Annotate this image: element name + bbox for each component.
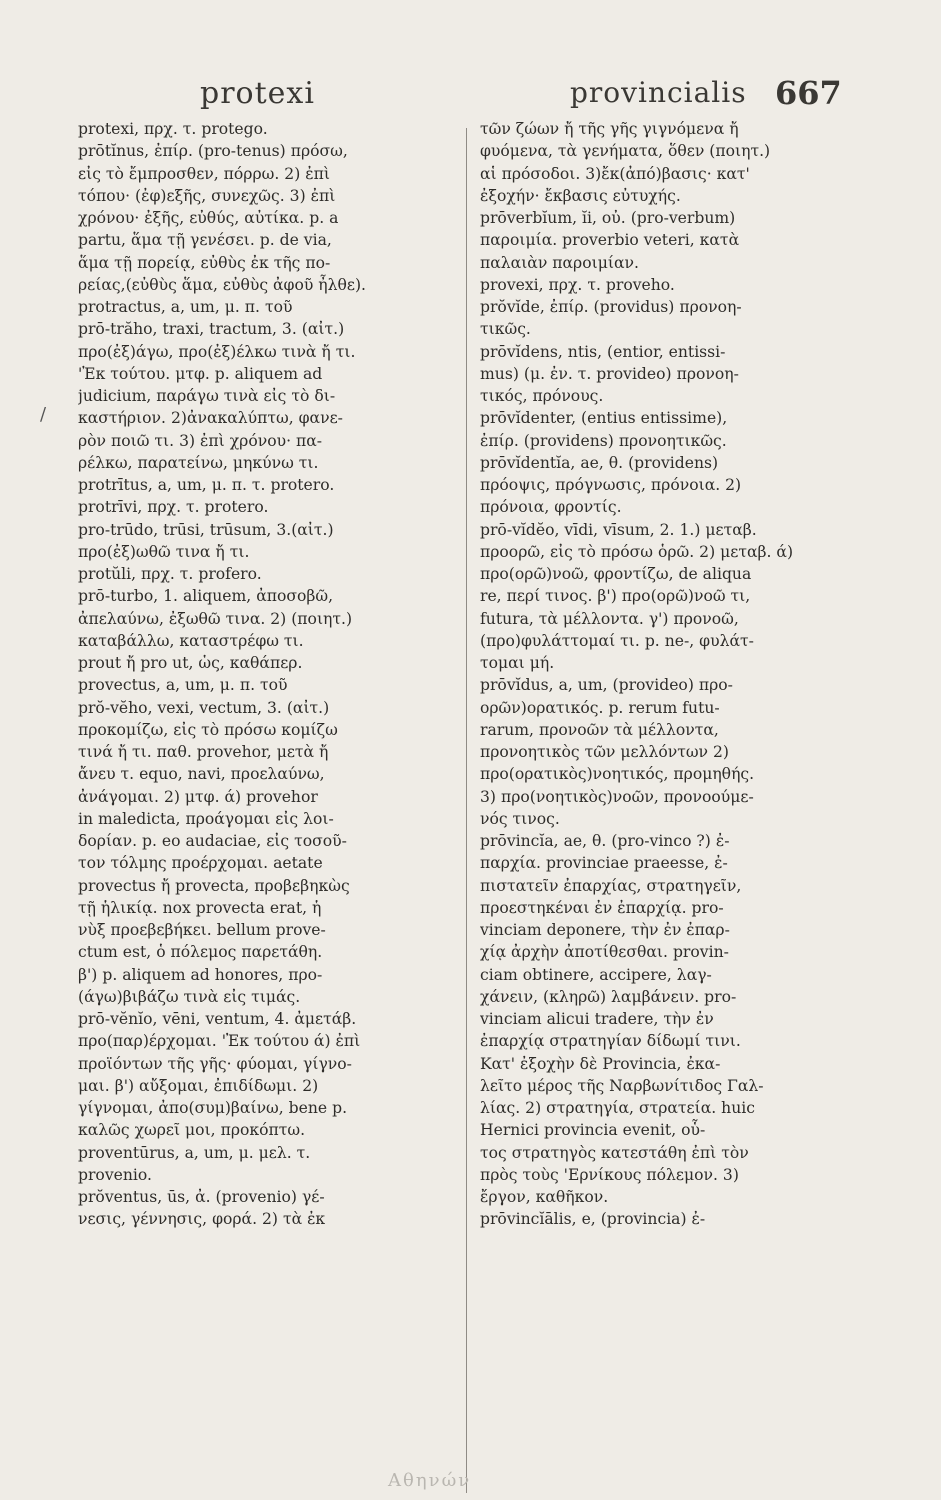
text-line: προ(ορατικὸς)νοητικός, προμηθής. [480,765,755,784]
text-line: παλαιὰν παροιμίαν. [480,253,639,272]
text-line: τῶν ζώων ἤ τῆς γῆς γιγνόμενα ἤ [480,120,739,138]
text-line: in maledicta, προάγομαι εἰς λοι- [78,809,334,828]
text-line: provectus, a, um, μ. π. τοῦ [78,676,288,695]
text-line: Κατ' ἐξοχὴν δὲ Provincia, ἐκα- [480,1054,721,1073]
text-line: γίγνομαι, ἀπο(συμ)βαίνω, bene p. [78,1099,348,1117]
text-line: 'Ἐκ τούτου. μτφ. p. aliquem ad [78,364,323,383]
text-line: προ(παρ)έρχομαι. 'Ἐκ τούτου ά) ἐπὶ [78,1032,361,1051]
text-line: (άγω)βιβάζω τινὰ εἰς τιμάς. [78,987,301,1006]
text-line: εἰς τὸ ἔμπροσθεν, πόρρω. 2) ἐπὶ [78,164,330,183]
text-line: β') p. aliquem ad honores, προ- [78,965,323,984]
text-line: prout ἤ pro ut, ὡς, καθάπερ. [78,654,303,672]
text-line: ciam obtinere, accipere, λαγ- [480,965,712,984]
column-divider [466,128,467,1493]
text-line: καστήριον. 2)ἀνακαλύπτω, φανε- [78,409,343,428]
text-line: ἀπελαύνω, ἐξωθῶ τινα. 2) (ποιητ.) [78,609,353,628]
text-line: παροιμία. proverbio veteri, κατὰ [480,231,740,250]
text-line: ρέλκω, παρατείνω, μηκύνω τι. [78,453,319,472]
text-line: vinciam deponere, τὴν ἐν ἐπαρ- [480,921,730,939]
text-line: prō-turbo, 1. aliquem, ἀποσοβῶ, [78,587,334,606]
text-line: prōverbĭum, ĭi, οὐ. (pro-verbum) [480,209,736,227]
text-line: τος στρατηγὸς κατεστάθη ἐπὶ τὸν [480,1143,749,1162]
text-line: νὺξ προεβεβήκει. bellum prove- [78,921,326,939]
text-line: τῇ ἡλικίᾳ. nox provecta erat, ἡ [78,898,322,917]
text-line: prŏ-vĕho, vexi, vectum, 3. (αἰτ.) [78,698,330,717]
text-line: πρόοψις, πρόγνωσις, πρόνοια. 2) [480,476,742,494]
text-line: prōvincĭālis, e, (provincia) ἐ- [480,1210,706,1229]
text-line: προκομίζω, εἰς τὸ πρόσω κομίζω [78,720,338,739]
text-line: ἐξοχήν· ἔκβασις εὐτυχής. [480,186,681,205]
text-line: φυόμενα, τὰ γενήματα, ὅθεν (ποιητ.) [480,142,771,161]
text-line: prō-trăho, traxi, tractum, 3. (αἰτ.) [78,320,345,339]
text-line: χρόνου· ἐξῆς, εὐθύς, αὐτίκα. p. a [78,209,339,227]
text-line: rarum, προνοῶν τὰ μέλλοντα, [480,720,719,739]
text-line: προϊόντων τῆς γῆς· φύομαι, γίγνο- [78,1054,352,1073]
text-line: καλῶς χωρεῖ μοι, προκόπτω. [78,1121,306,1140]
left-guide-word: protexi [200,76,315,111]
text-line: ρὸν ποιῶ τι. 3) ἐπὶ χρόνου· πα- [78,431,323,450]
text-line: πρόνοια, φροντίς. [480,498,622,517]
text-line: λίας. 2) στρατηγία, στρατεία. huic [480,1099,755,1117]
text-line: protŭli, πρχ. τ. profero. [78,565,262,583]
text-line: prŏvĭde, ἐπίρ. (providus) προνοη- [480,298,742,316]
text-line: ρείας,(εὐθὺς ἅμα, εὐθὺς ἀφοῦ ἦλθε). [78,275,367,294]
text-line: προνοητικὸς τῶν μελλόντων 2) [480,743,729,761]
text-line: νεσις, γέννησις, φορά. 2) τὰ ἐκ [78,1210,326,1229]
text-line: protexi, πρχ. τ. protego. [78,120,268,138]
left-column [78,118,468,1231]
text-line: πιστατεῖν ἐπαρχίας, στρατηγεῖν, [480,876,742,895]
text-line: προ(ορῶ)νοῶ, φροντίζω, de aliqua [480,565,752,583]
text-line: ἄνευ τ. equo, navi, προελαύνω, [78,765,325,784]
margin-mark: / [40,404,47,425]
text-line: τινά ἤ τι. παθ. provehor, μετὰ ἤ [78,743,329,761]
text-line: καταβάλλω, καταστρέφω τι. [78,631,304,650]
text-line: χίᾳ ἀρχὴν ἀποτίθεσθαι. provin- [480,943,729,962]
text-line: ἀνάγομαι. 2) μτφ. ά) provehor [78,787,318,806]
text-line: prōvĭdens, ntis, (entior, entissi- [480,342,726,361]
text-line: λεῖτο μέρος τῆς Ναρβωνίτιδος Γαλ- [480,1076,764,1095]
text-line: futura, τὰ μέλλοντα. γ') προνοῶ, [480,609,739,628]
text-line: prōtĭnus, ἐπίρ. (pro-tenus) πρόσω, [78,142,348,161]
text-line: proventūrus, a, um, μ. μελ. τ. [78,1143,311,1162]
text-line: ορῶν)ορατικός. p. rerum futu- [480,698,720,717]
text-line: ctum est, ὁ πόλεμος παρετάθη. [78,943,323,962]
text-line: δορίαν. p. eo audaciae, εἰς τοσοῦ- [78,832,347,850]
page-number: 667 [775,74,842,112]
text-line: ἔργον, καθῆκον. [480,1188,609,1206]
text-line: προεστηκέναι ἐν ἐπαρχίᾳ. pro- [480,898,724,917]
text-line: μαι. β') αὔξομαι, ἐπιδίδωμι. 2) [78,1076,319,1095]
text-line: παρχία. provinciae praeesse, ἐ- [480,854,728,873]
text-line: τικῶς. [480,320,531,339]
text-line: τόπου· (ἐφ)εξῆς, συνεχῶς. 3) ἐπὶ [78,186,336,205]
text-line: pro-trūdo, trūsi, trūsum, 3.(αἰτ.) [78,520,334,539]
text-line: protrītus, a, um, μ. π. τ. protero. [78,476,335,494]
text-line: πρὸς τοὺς 'Ερνίκους πόλεμον. 3) [480,1165,739,1184]
text-line: ἐπίρ. (providens) προνοητικῶς. [480,431,727,450]
text-line: προ(ἐξ)ωθῶ τινα ἤ τι. [78,542,250,561]
text-line: provectus ἤ provecta, προβεβηκὼς [78,876,350,895]
text-line: Hernici provincia evenit, οὗ- [480,1121,706,1140]
text-line: provexi, πρχ. τ. proveho. [480,275,675,294]
text-line: τον τόλμης προέρχομαι. aetate [78,854,323,873]
text-line: prōvĭdenter, (entius entissime), [480,409,728,428]
text-line: mus) (μ. ἐν. τ. provideo) προνοη- [480,364,739,383]
text-line: τομαι μή. [480,654,555,672]
text-line: vinciam alicui tradere, τὴν ἐν [480,1010,714,1028]
text-line: prōvincĭa, ae, θ. (pro-vinco ?) ἐ- [480,832,730,850]
text-line: τικός, πρόνους. [480,387,604,405]
text-line: αἱ πρόσοδοι. 3)ἔκ(ἀπό)βασις· κατ' [480,164,750,183]
text-line: νός τινος. [480,809,560,828]
text-line: prō-vĭdĕo, vīdi, vīsum, 2. 1.) μεταβ. [480,520,757,539]
text-line: protractus, a, um, μ. π. τοῦ [78,298,293,316]
right-guide-word: provincialis [570,76,747,109]
text-line: judicium, παράγω τινὰ εἰς τὸ δι- [78,387,336,405]
text-line: protrīvi, πρχ. τ. protero. [78,498,269,517]
text-line: ἐπαρχίᾳ στρατηγίαν δίδωμί τινι. [480,1032,741,1051]
text-line: χάνειν, (κληρῶ) λαμβάνειν. pro- [480,987,737,1006]
text-line: provenio. [78,1165,152,1184]
text-line: re, περί τινος. β') προ(ορῶ)νοῶ τι, [480,587,751,606]
text-line: (προ)φυλάττομαί τι. p. ne-, φυλάτ- [480,631,754,650]
text-line: prŏventus, ūs, ἀ. (provenio) γέ- [78,1188,325,1206]
text-line: προορῶ, εἰς τὸ πρόσω ὁρῶ. 2) μεταβ. ά) [480,542,794,561]
text-line: ἅμα τῇ πορείᾳ, εὐθὺς ἐκ τῆς πο- [78,253,331,272]
text-line: prōvĭdentĭa, ae, θ. (providens) [480,453,719,472]
text-line: προ(ἐξ)άγω, προ(ἐξ)έλκω τινὰ ἤ τι. [78,342,356,361]
library-stamp: Αθηνών [388,1470,472,1491]
text-line: 3) προ(νοητικὸς)νοῶν, προνοούμε- [480,787,754,806]
text-line: partu, ἅμα τῇ γενέσει. p. de via, [78,231,332,250]
right-column [480,118,872,1231]
text-line: prōvĭdus, a, um, (provideo) προ- [480,676,733,695]
text-line: prō-vĕnĭo, vēni, ventum, 4. ἀμετάβ. [78,1010,357,1028]
